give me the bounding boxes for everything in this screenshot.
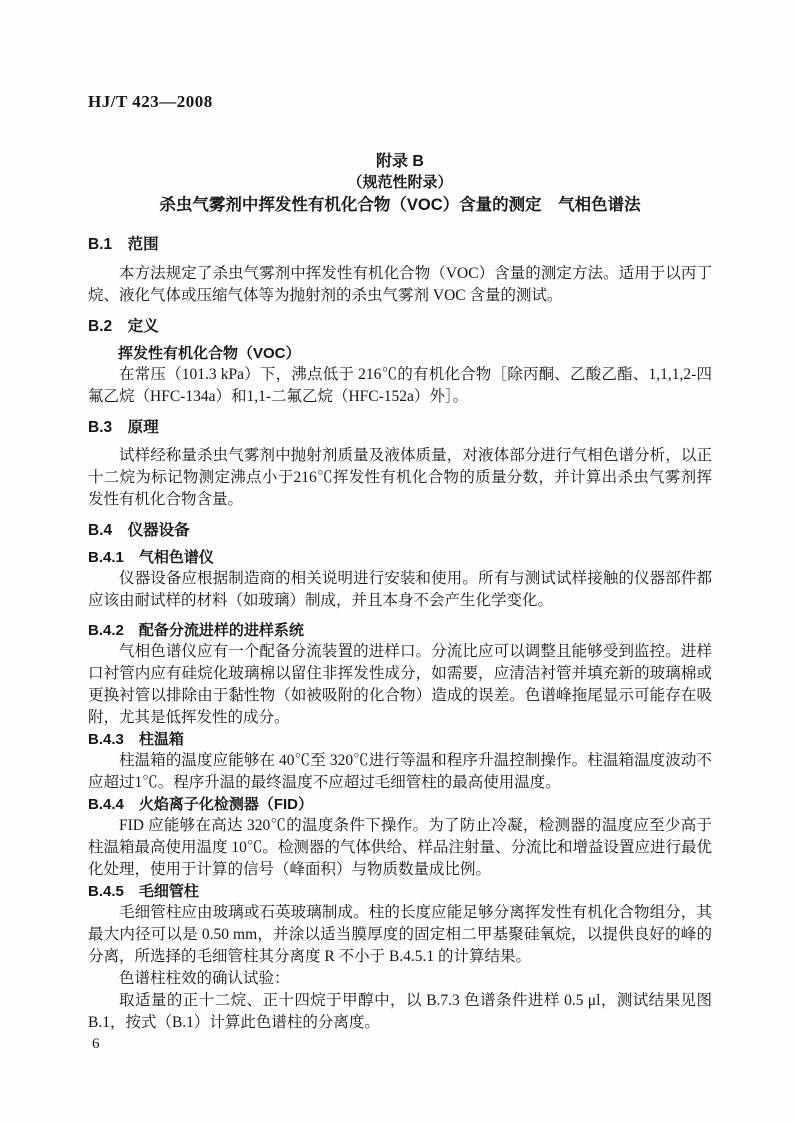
paragraph-b4-5-confirm-test: 取适量的正十二烷、正十四烷于甲醇中，以 B.7.3 色谱条件进样 0.5 μl，测试结果见图 B.1，按式（B.1）计算此色谱柱的分离度。 (88, 992, 712, 1031)
paragraph-b4-1: 仪器设备应根据制造商的相关说明进行安装和使用。所有与测试试样接触的仪器部件都应该由耐试样的材料（如玻璃）制成，并且本身不会产生化学变化。 (88, 570, 712, 609)
subsection-heading-b4-5: B.4.5 毛细管柱 (88, 883, 199, 900)
paragraph-b4-4: FID 应能够在高达 320℃的温度条件下操作。为了防止冷凝，检测器的温度应至少高于柱温箱最高使用温度 10℃。检测器的气体供给、样品注射量、分流比和增益设置应进行最优化处理，使用于计算的信号（峰面积）与物质数量成比例。 (88, 817, 712, 878)
subsection-heading-b4-3: B.4.3 柱温箱 (88, 731, 184, 748)
paragraph-b4-3: 柱温箱的温度应能够在 40℃至 320℃进行等温和程序升温控制操作。柱温箱温度波动不应超过1℃。程序升温的最终温度不应超过毛细管柱的最高使用温度。 (88, 752, 712, 791)
subsection-heading-b4-2: B.4.2 配备分流进样的进样系统 (88, 622, 304, 639)
section-heading-b1: B.1 范围 (88, 236, 159, 253)
paragraph-b1: 本方法规定了杀虫气雾剂中挥发性有机化合物（VOC）含量的测定方法。适用于以丙丁烷、液化气体或压缩气体等为抛射剂的杀虫气雾剂 VOC 含量的测试。 (88, 265, 712, 304)
appendix-title: 杀虫气雾剂中挥发性有机化合物（VOC）含量的测定 气相色谱法 (159, 196, 641, 214)
definition-term-heading: 挥发性有机化合物（VOC） (118, 345, 301, 362)
section-heading-b2: B.2 定义 (88, 318, 159, 335)
doc-number: HJ/T 423—2008 (88, 92, 213, 111)
paragraph-b4-5-confirm-test-label: 色谱柱柱效的确认试验： (119, 970, 290, 987)
appendix-type-note: （规范性附录） (347, 174, 453, 191)
appendix-title-block (88, 152, 712, 217)
section-heading-b4: B.4 仪器设备 (88, 522, 190, 539)
section-heading-b3: B.3 原理 (88, 419, 159, 436)
subsection-heading-b4-1: B.4.1 气相色谱仪 (88, 549, 214, 566)
paragraph-b3: 试样经称量杀虫气雾剂中抛射剂质量及液体质量，对液体部分进行气相色谱分析，以正十二烷为标记物测定沸点小于216℃挥发性有机化合物的质量分数，并计算出杀虫气雾剂挥发性有机化合物含量。 (88, 447, 712, 508)
page-number: 6 (92, 1036, 100, 1052)
appendix-label: 附录 B (375, 153, 424, 170)
paragraph-b4-5-main: 毛细管柱应由玻璃或石英玻璃制成。柱的长度应能足够分离挥发性有机化合物组分，其最大内径可以是 0.50 mm，并涂以适当膜厚度的固定相二甲基聚硅氧烷，以提供良好的峰的分离，所选择的毛细管柱其分离度 R 不小于 B.4.5.1 的计算结果。 (88, 904, 712, 965)
paragraph-b2: 在常压（101.3 kPa）下，沸点低于 216℃的有机化合物［除丙酮、乙酸乙酯、1,1,1,2-四氟乙烷（HFC-134a）和1,1-二氟乙烷（HFC-152a）外］。 (88, 366, 712, 405)
paragraph-b4-2: 气相色谱仪应有一个配备分流装置的进样口。分流比应可以调整且能够受到监控。进样口衬管内应有硅烷化玻璃棉以留住非挥发性成分，如需要，应清洁衬管并填充新的玻璃棉或更换衬管以排除由于黏性物（如被吸附的化合物）造成的误差。色谱峰拖尾显示可能存在吸附，尤其是低挥发性的成分。 (88, 643, 712, 726)
subsection-heading-b4-4: B.4.4 火焰离子化检测器（FID） (88, 796, 314, 813)
